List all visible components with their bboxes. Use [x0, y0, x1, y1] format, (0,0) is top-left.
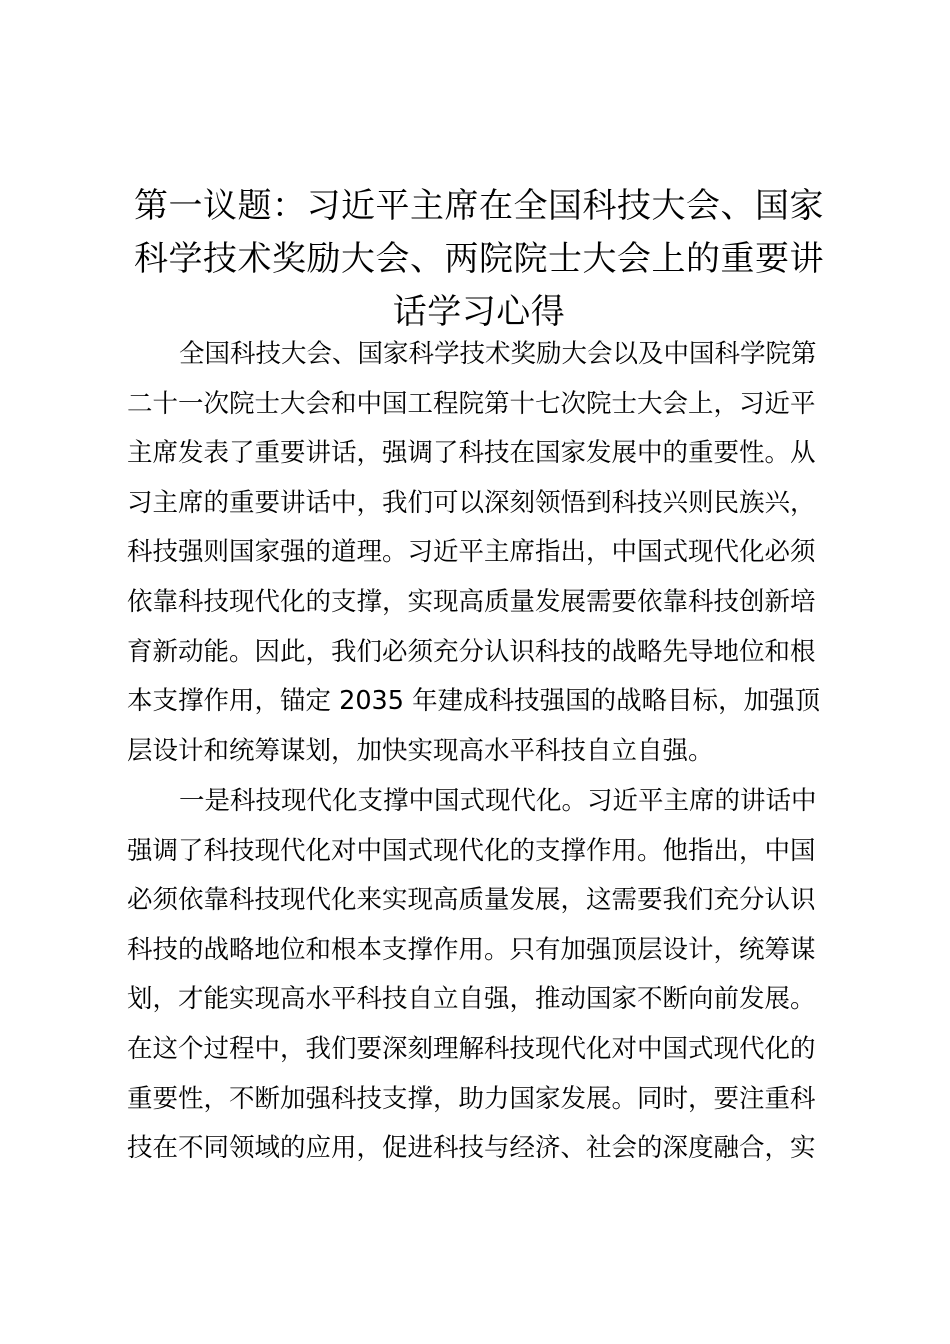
paragraph-line: 一是科技现代化支撑中国式现代化。习近平主席的讲话中	[179, 786, 817, 816]
document-title	[126, 180, 832, 339]
paragraph-line: 强调了科技现代化对中国式现代化的支撑作用。他指出，中国	[127, 835, 816, 866]
body-paragraph	[127, 330, 833, 776]
paragraph-line: 本支撑作用，锚定 2035 年建成科技强国的战略目标，加强顶	[127, 686, 821, 717]
paragraph-line: 依靠科技现代化的支撑，实现高质量发展需要依靠科技创新培	[127, 586, 816, 617]
paragraph-line: 全国科技大会、国家科学技术奖励大会以及中国科学院第	[179, 339, 817, 369]
paragraph-line: 主席发表了重要讲话，强调了科技在国家发展中的重要性。从	[127, 438, 816, 469]
paragraph-line: 技在不同领域的应用，促进科技与经济、社会的深度融合，实	[127, 1133, 816, 1164]
paragraph-line: 划，才能实现高水平科技自立自强，推动国家不断向前发展。	[127, 984, 816, 1015]
title-line: 科学技术奖励大会、两院院士大会上的重要讲	[134, 239, 824, 279]
paragraph-line: 科技强则国家强的道理。习近平主席指出，中国式现代化必须	[127, 537, 816, 568]
paragraph-line: 在这个过程中，我们要深刻理解科技现代化对中国式现代化的	[127, 1033, 816, 1064]
body-paragraph	[127, 777, 833, 1174]
paragraph-line: 必须依靠科技现代化来实现高质量发展，这需要我们充分认识	[127, 885, 816, 916]
paragraph-line: 育新动能。因此，我们必须充分认识科技的战略先导地位和根	[127, 636, 816, 667]
paragraph-line: 层设计和统筹谋划，加快实现高水平科技自立自强。	[127, 735, 714, 766]
paragraph-line: 科技的战略地位和根本支撑作用。只有加强顶层设计，统筹谋	[127, 934, 816, 965]
paragraph-line: 习主席的重要讲话中，我们可以深刻领悟到科技兴则民族兴，	[127, 487, 816, 518]
title-line: 第一议题：习近平主席在全国科技大会、国家	[134, 186, 824, 226]
paragraph-line: 二十一次院士大会和中国工程院第十七次院士大会上，习近平	[127, 388, 816, 419]
paragraph-line: 重要性，不断加强科技支撑，助力国家发展。同时，要注重科	[127, 1083, 816, 1114]
title-line: 话学习心得	[392, 292, 566, 332]
